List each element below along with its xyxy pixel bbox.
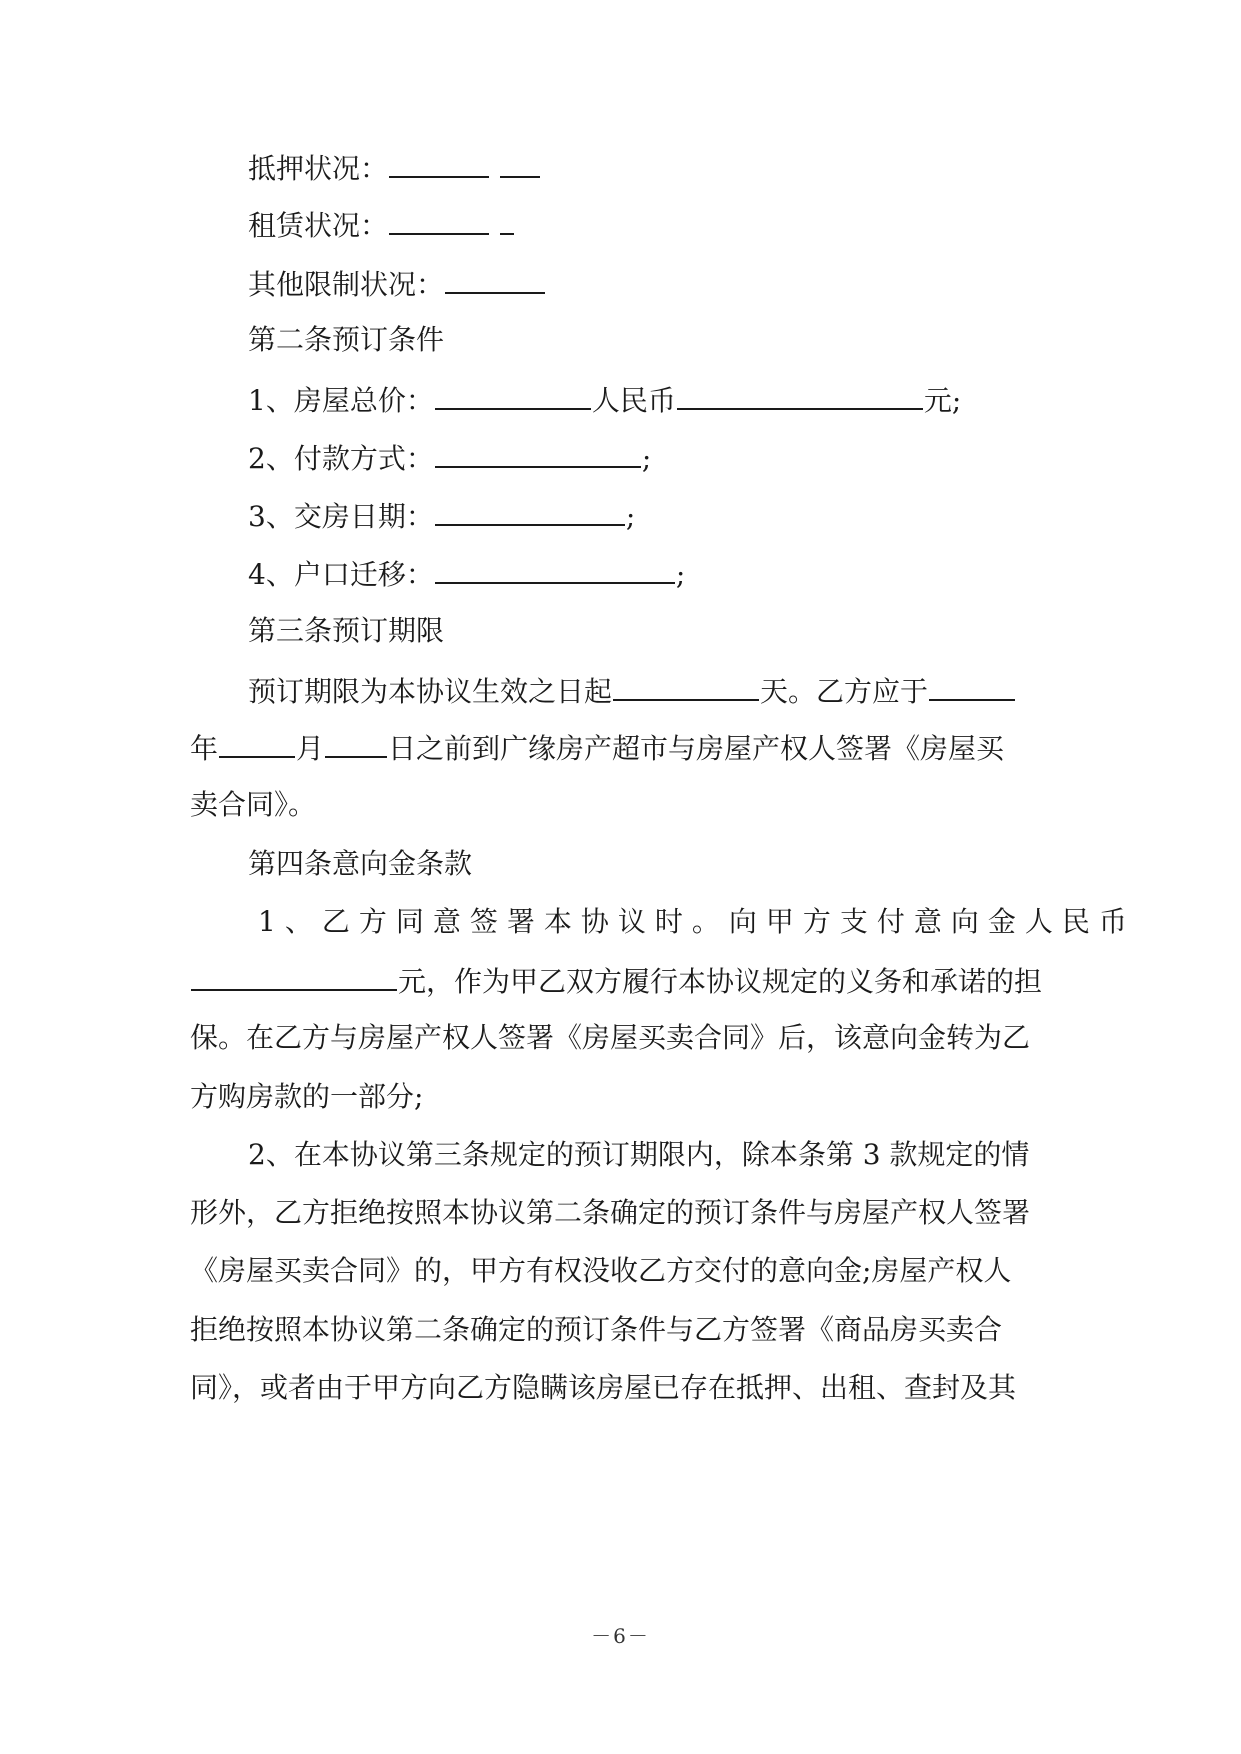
article-4-heading: 第四条意向金条款 [248,847,473,880]
page-number: －6－ [591,1624,650,1648]
blank-field [389,150,489,178]
mortgage-status-label: 抵押状况： [248,152,389,185]
other-restrictions-line [248,266,546,302]
clause-1-line-3: 保。在乙方与房屋产权人签署《房屋买卖合同》后，该意向金转为乙 [190,1021,1031,1054]
punctuation: ; [625,500,636,533]
lease-status-line [248,207,515,243]
clause-2-line-2: 形外，乙方拒绝按照本协议第二条确定的预订条件与房屋产权人签署 [190,1196,1031,1229]
total-price-line [248,382,961,418]
mortgage-status-line [248,150,541,186]
term-paragraph-line-1 [248,673,1016,709]
blank-field [500,207,514,235]
blank-field [435,498,625,526]
article-2-heading: 第二条预订条件 [248,323,445,356]
blank-field [325,730,387,758]
payment-method-label: 2、付款方式： [248,442,434,475]
other-restrictions-label: 其他限制状况： [248,268,445,301]
clause-1-line-4: 方购房款的一部分; [190,1080,424,1113]
blank-field [613,673,759,701]
article-3-heading: 第三条预订期限 [248,614,445,647]
blank-field [435,382,591,410]
blank-field [219,730,295,758]
rmb-label: 人民币 [591,384,676,417]
clause-2-line-3: 《房屋买卖合同》的，甲方有权没收乙方交付的意向金;房屋产权人 [190,1254,1012,1287]
punctuation: ; [641,442,652,475]
year-label: 年 [190,732,219,765]
month-label: 月 [296,732,325,765]
blank-field [389,207,489,235]
blank-field [191,963,397,991]
punctuation: ; [675,558,686,591]
term-text: 预订期限为本协议生效之日起 [248,675,613,708]
delivery-date-label: 3、交房日期： [248,500,434,533]
blank-field [445,266,545,294]
blank-field [929,673,1015,701]
delivery-date-line [248,498,635,534]
household-transfer-line [248,556,685,592]
blank-field [435,556,675,584]
term-text: 天。乙方应于 [760,675,929,708]
payment-method-line [248,440,651,476]
term-text: 日之前到广缘房产超市与房屋产权人签署《房屋买 [388,732,1005,765]
blank-field [677,382,923,410]
clause-1-line-2 [190,963,1042,999]
yuan-label: 元; [923,384,962,417]
clause-2-line-5: 同》，或者由于甲方向乙方隐瞒该房屋已存在抵押、出租、查封及其 [190,1371,1017,1404]
total-price-label: 1、房屋总价： [248,384,434,417]
blank-field [500,150,540,178]
term-paragraph-line-3: 卖合同》。 [190,788,317,821]
clause-1-line-1 [258,905,1136,939]
term-paragraph-line-2 [190,730,1004,766]
blank-field [435,440,641,468]
clause-2-line-4: 拒绝按照本协议第二条确定的预订条件与乙方签署《商品房买卖合 [190,1313,1003,1346]
clause-text: 1、乙方同意签署本协议时。向甲方支付意向金人民币 [258,905,1136,938]
clause-2-line-1: 2、在本协议第三条规定的预订期限内，除本条第 3 款规定的情 [248,1138,1030,1171]
household-transfer-label: 4、户口迁移： [248,558,434,591]
lease-status-label: 租赁状况： [248,209,389,242]
clause-text: 元，作为甲乙双方履行本协议规定的义务和承诺的担 [398,965,1043,998]
